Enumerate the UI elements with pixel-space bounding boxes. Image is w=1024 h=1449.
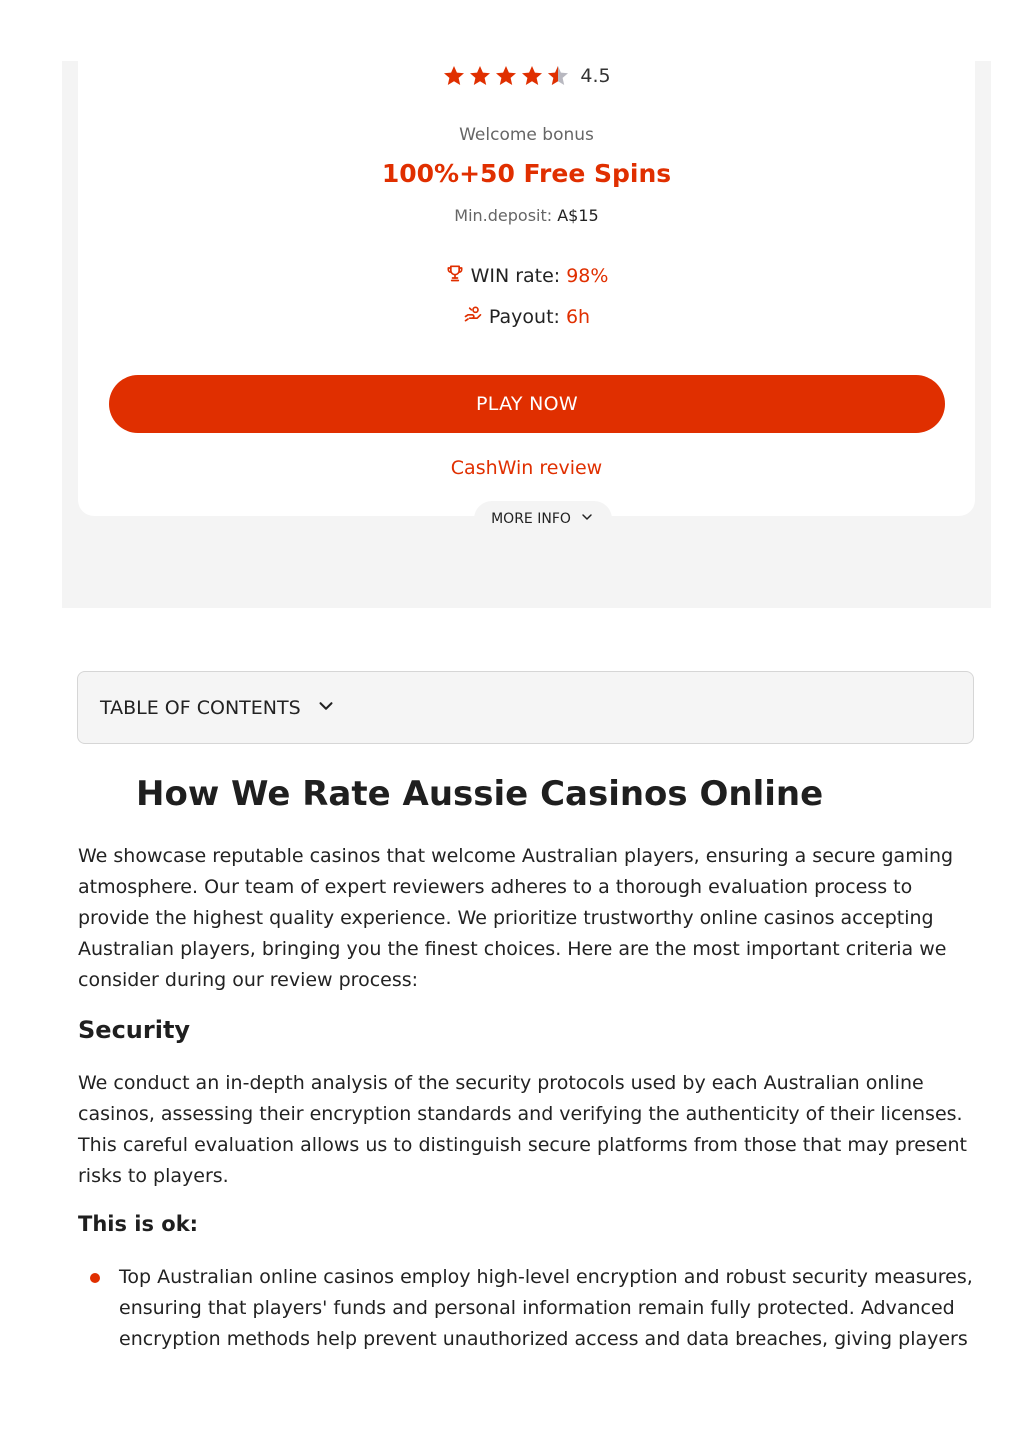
min-deposit [78, 206, 975, 225]
chevron-down-icon [315, 695, 337, 721]
min-deposit-value: A$15 [557, 206, 599, 225]
casino-card-section [62, 61, 991, 608]
intro-paragraph: We showcase reputable casinos that welcome Australian players, ensuring a secure gaming atmosphere. Our team of expert reviewers adheres to a thorough evaluation process to provide the highest quality experience. We prioritize trustworthy online casinos accepting Australian players, bringing you the finest choices. Here are the most important criteria we consider during our review process: [78, 845, 954, 991]
casino-review-link[interactable]: CashWin review [450, 457, 603, 479]
payout-row [78, 304, 975, 329]
bullet-dot [90, 1273, 100, 1283]
list-item [78, 1262, 983, 1355]
table-of-contents-toggle[interactable] [77, 671, 974, 744]
security-heading: Security [78, 1016, 191, 1044]
ok-heading: This is ok: [78, 1212, 199, 1236]
min-deposit-label: Min.deposit: [454, 206, 553, 225]
win-rate-row [78, 263, 975, 288]
star-filled-icon [442, 64, 466, 88]
win-rate-value: 98% [566, 264, 609, 287]
payout-label: Payout: [488, 305, 560, 328]
trophy-icon [445, 263, 465, 288]
chevron-down-icon [579, 509, 595, 529]
more-info-label: MORE INFO [491, 511, 571, 527]
article-heading: How We Rate Aussie Casinos Online [136, 774, 824, 814]
play-now-button[interactable]: PLAY NOW [109, 375, 945, 433]
payout-hand-icon [463, 304, 483, 329]
star-half-icon [546, 64, 570, 88]
casino-card [78, 61, 975, 527]
star-filled-icon [468, 64, 492, 88]
welcome-bonus-label: Welcome bonus [459, 125, 594, 145]
security-paragraph: We conduct an in-depth analysis of the security protocols used by each Australian online casinos, assessing their encryption standards and verifying the authenticity of their licenses. This careful evaluation allows us to distinguish secure platforms from those that may present risks to players. [78, 1072, 967, 1187]
star-filled-icon [520, 64, 544, 88]
star-filled-icon [494, 64, 518, 88]
bonus-amount: 100%+50 Free Spins [381, 159, 672, 188]
rating-row [78, 63, 975, 89]
payout-value: 6h [565, 305, 591, 328]
more-info-button[interactable] [474, 501, 612, 537]
list-item-text: Top Australian online casinos employ high-level encryption and robust security measures, ensuring that players' funds and personal information remain fully protected. Advanced encryption methods help prevent unauthorized access and data breaches, giving players [119, 1266, 973, 1350]
win-rate-label: WIN rate: [470, 264, 561, 287]
ok-list [78, 1262, 983, 1355]
rating-value: 4.5 [580, 65, 611, 87]
toc-label: TABLE OF CONTENTS [100, 696, 301, 719]
